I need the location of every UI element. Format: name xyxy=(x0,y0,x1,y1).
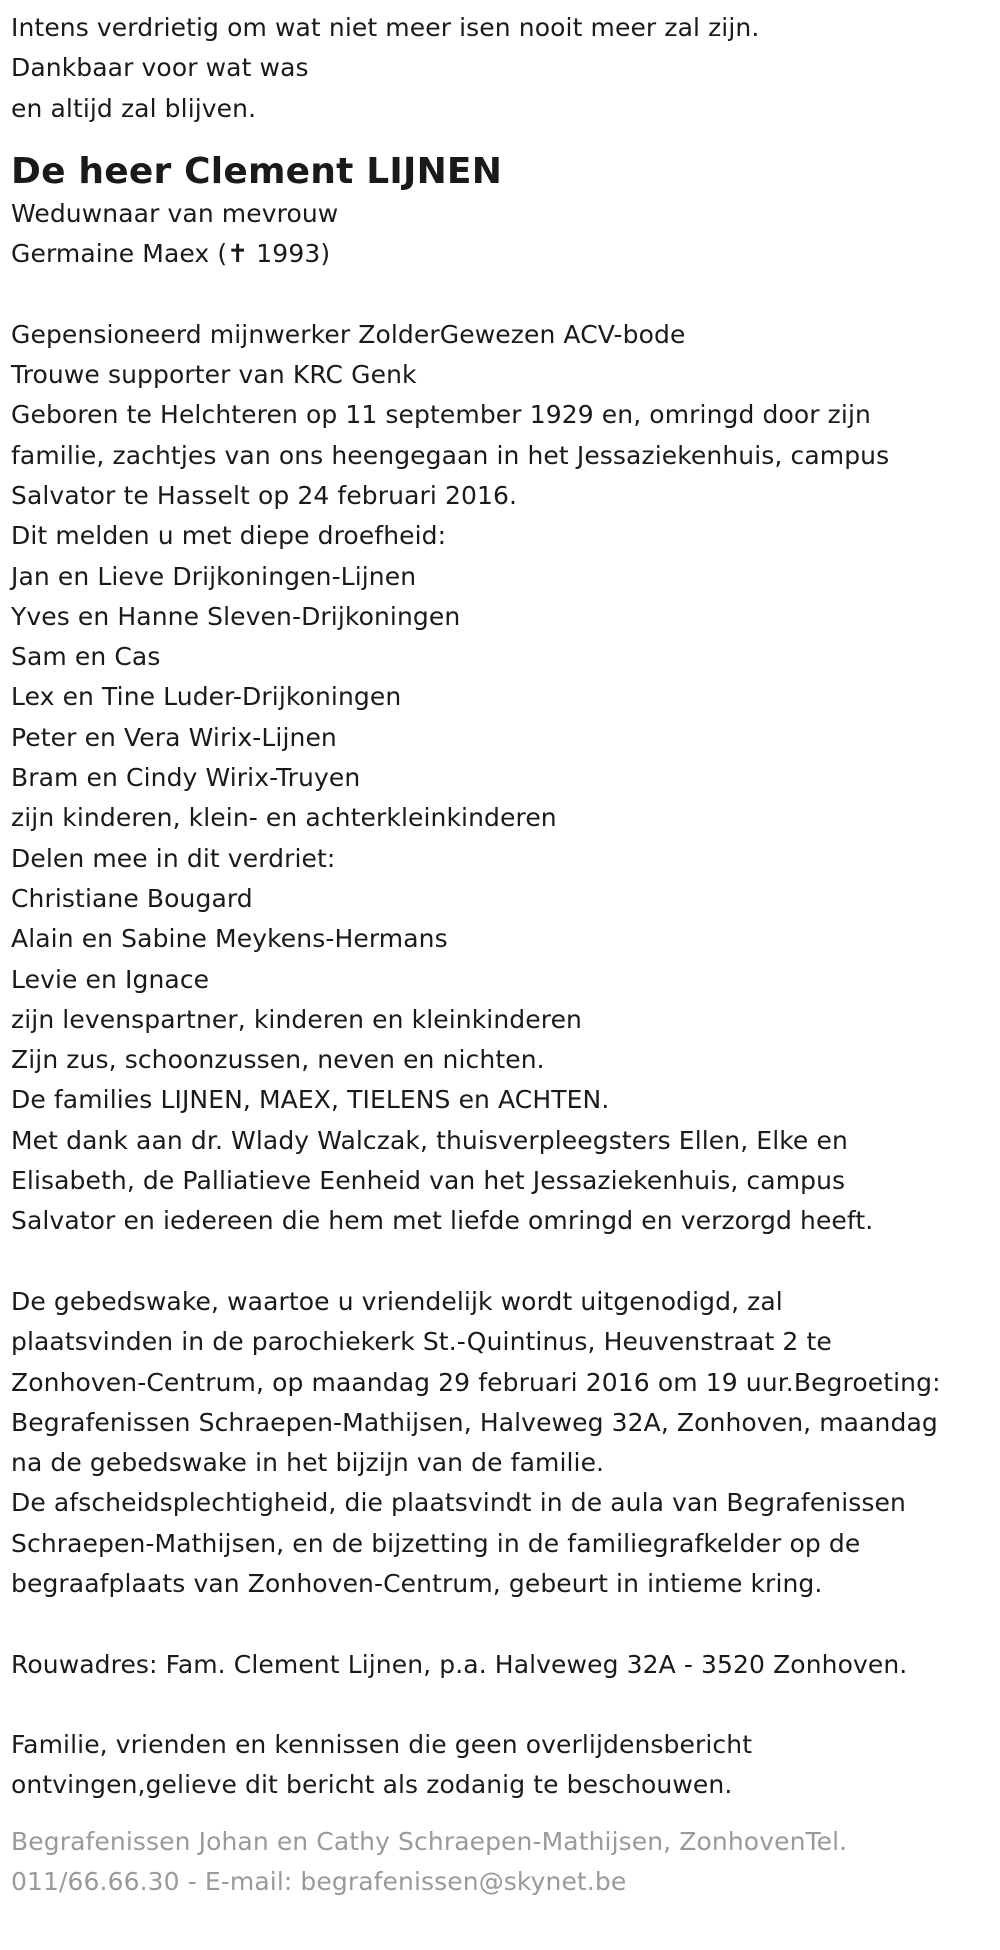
body-line: Elisabeth, de Palliatieve Eenheid van het Jessaziekenhuis, campus xyxy=(11,1166,846,1196)
body-line: De families LIJNEN, MAEX, TIELENS en ACHTEN. xyxy=(11,1085,610,1115)
body-line: Levie en Ignace xyxy=(11,964,210,994)
ceremony-block xyxy=(11,1282,996,1604)
ceremony-line: plaatsvinden in de parochiekerk St.-Quintinus, Heuvenstraat 2 te xyxy=(11,1327,832,1357)
body-block xyxy=(11,315,996,1242)
body-line: zijn kinderen, klein- en achterkleinkinderen xyxy=(11,803,557,833)
intro-line: Dankbaar voor wat was xyxy=(11,53,309,83)
body-line: familie, zachtjes van ons heengegaan in het Jessaziekenhuis, campus xyxy=(11,440,890,470)
spacer xyxy=(11,1685,996,1725)
intro-line: en altijd zal blijven. xyxy=(11,93,257,123)
spacer xyxy=(11,274,996,314)
body-line: zijn levenspartner, kinderen en kleinkinderen xyxy=(11,1004,583,1034)
body-line: Salvator en iedereen die hem met liefde omringd en verzorgd heeft. xyxy=(11,1206,874,1236)
spouse-line: Germaine Maex (✝ 1993) xyxy=(11,239,331,269)
ceremony-line: begraafplaats van Zonhoven-Centrum, gebeurt in intieme kring. xyxy=(11,1568,823,1598)
intro-block xyxy=(11,8,996,129)
spacer xyxy=(11,1242,996,1282)
body-line: Alain en Sabine Meykens-Hermans xyxy=(11,924,448,954)
body-line: Trouwe supporter van KRC Genk xyxy=(11,360,417,390)
body-line: Christiane Bougard xyxy=(11,883,253,913)
funeral-home-footer xyxy=(11,1822,996,1903)
footer-line: Begrafenissen Johan en Cathy Schraepen-Mathijsen, ZonhovenTel. xyxy=(11,1826,848,1856)
notice-line: Familie, vrienden en kennissen die geen overlijdensbericht xyxy=(11,1730,753,1760)
intro-line: Intens verdrietig om wat niet meer isen nooit meer zal zijn. xyxy=(11,13,760,42)
mourning-address: Rouwadres: Fam. Clement Lijnen, p.a. Halveweg 32A - 3520 Zonhoven. xyxy=(11,1649,908,1679)
body-line: Yves en Hanne Sleven-Drijkoningen xyxy=(11,601,461,631)
body-line: Met dank aan dr. Wlady Walczak, thuisverpleegsters Ellen, Elke en xyxy=(11,1125,848,1155)
ceremony-line: De afscheidsplechtigheid, die plaatsvindt in de aula van Begrafenissen xyxy=(11,1488,906,1518)
body-line: Bram en Cindy Wirix-Truyen xyxy=(11,763,361,793)
ceremony-line: Zonhoven-Centrum, op maandag 29 februari 2016 om 19 uur.Begroeting: xyxy=(11,1367,941,1397)
body-line: Geboren te Helchteren op 11 september 1929 en, omringd door zijn xyxy=(11,400,871,430)
spacer xyxy=(11,1604,996,1644)
body-line: Delen mee in dit verdriet: xyxy=(11,843,336,873)
notice-line: ontvingen,gelieve dit bericht als zodanig te beschouwen. xyxy=(11,1770,733,1800)
body-line: Salvator te Hasselt op 24 februari 2016. xyxy=(11,480,518,510)
body-line: Dit melden u met diepe droefheid: xyxy=(11,521,447,551)
obituary-notice xyxy=(11,8,996,1902)
ceremony-line: Begrafenissen Schraepen-Mathijsen, Halveweg 32A, Zonhoven, maandag xyxy=(11,1407,938,1437)
ceremony-line: De gebedswake, waartoe u vriendelijk wordt uitgenodigd, zal xyxy=(11,1286,783,1316)
body-line: Sam en Cas xyxy=(11,642,161,672)
ceremony-line: Schraepen-Mathijsen, en de bijzetting in de familiegrafkelder op de xyxy=(11,1528,861,1558)
body-line: Zijn zus, schoonzussen, neven en nichten. xyxy=(11,1045,545,1075)
deceased-name: De heer Clement LIJNEN xyxy=(11,150,503,192)
spouse-line: Weduwnaar van mevrouw xyxy=(11,198,339,228)
ceremony-line: na de gebedswake in het bijzijn van de familie. xyxy=(11,1448,605,1478)
body-line: Lex en Tine Luder-Drijkoningen xyxy=(11,682,402,712)
footer-line: 011/66.66.30 - E-mail: begrafenissen@skynet.be xyxy=(11,1867,627,1897)
notice-block xyxy=(11,1725,996,1806)
body-line: Jan en Lieve Drijkoningen-Lijnen xyxy=(11,561,417,591)
body-line: Gepensioneerd mijnwerker ZolderGewezen ACV-bode xyxy=(11,319,686,349)
spouse-block xyxy=(11,194,996,275)
body-line: Peter en Vera Wirix-Lijnen xyxy=(11,722,337,752)
